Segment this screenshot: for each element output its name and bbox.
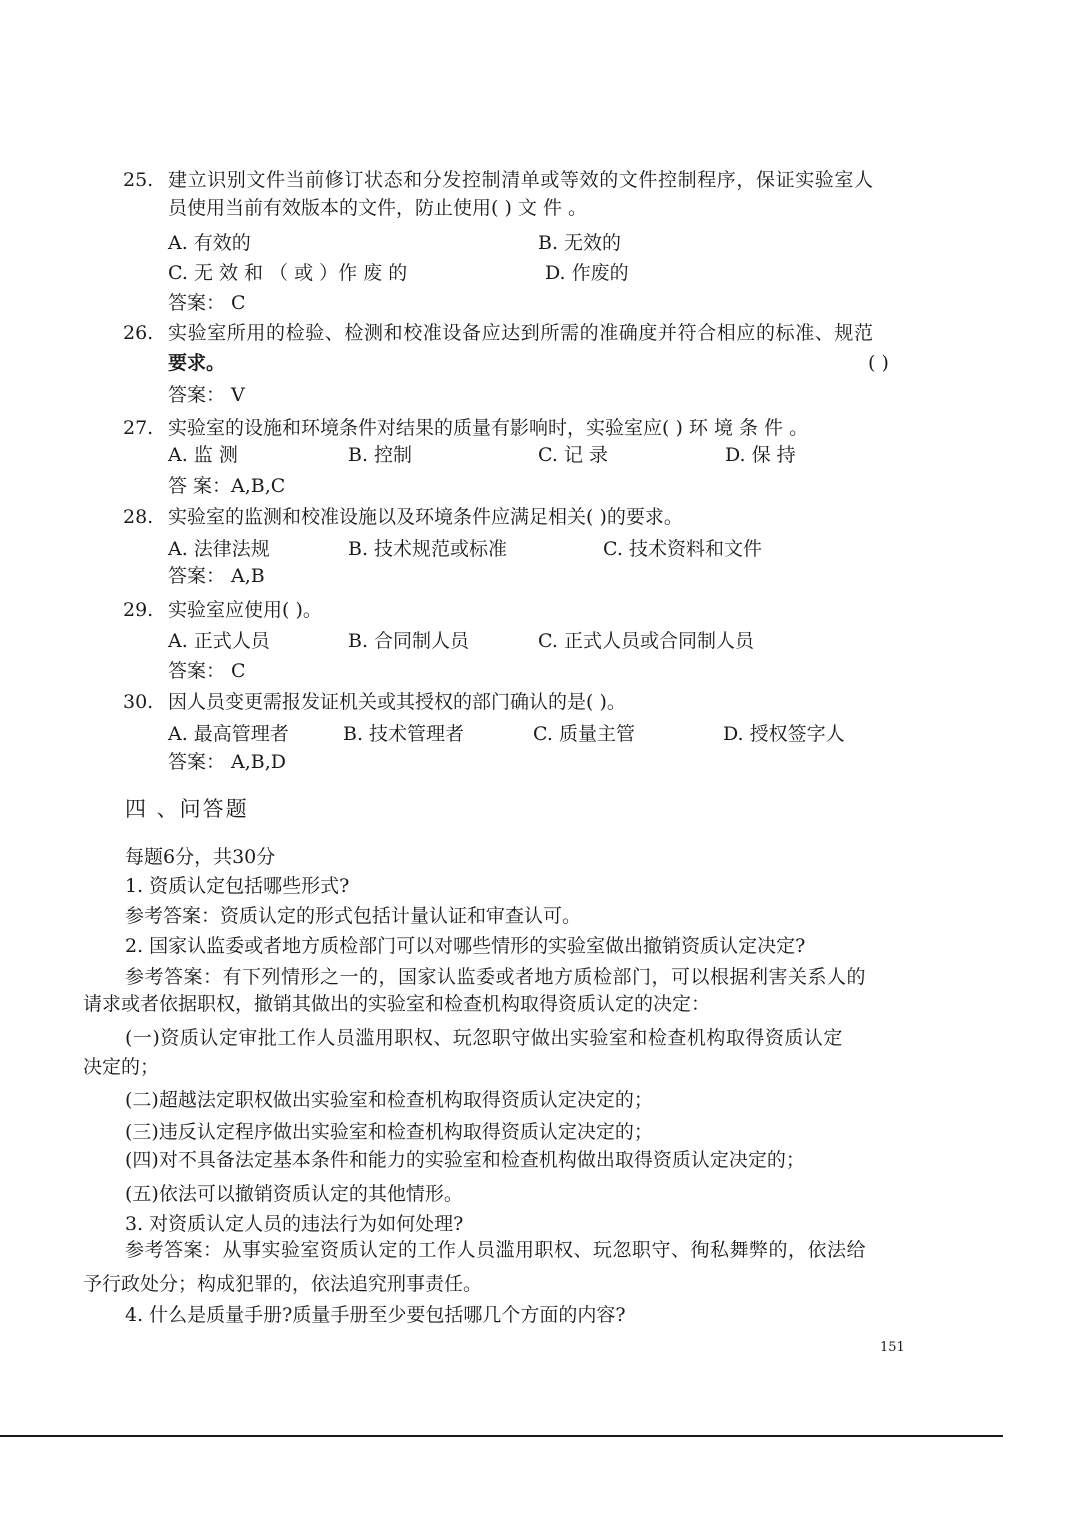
answer: 答案： A,B,D [168,751,287,773]
answer-bracket: ( ) [868,352,889,374]
qa-answer: 请求或者依据职权，撤销其做出的实验室和检查机构取得资质认定的决定： [83,993,711,1015]
option-b: B. 控制 [348,444,413,466]
qa-answer: 予行政处分；构成犯罪的，依法追究刑事责任。 [83,1273,483,1295]
answer: 答案： C [168,660,246,682]
qa-answer-item: (一)资质认定审批工作人员滥用职权、玩忽职守做出实验室和检查机构取得资质认定 [125,1027,843,1049]
question-text: 因人员变更需报发证机关或其授权的部门确认的是( )。 [168,691,626,713]
qa-answer: 参考答案：资质认定的形式包括计量认证和审查认可。 [125,905,582,927]
question-number: 26. [123,322,154,344]
question-text: 实验室应使用( )。 [168,599,322,621]
option-a: A. 法律法规 [168,538,270,560]
answer: 答 案：A,B,C [168,475,286,497]
option-a: A. 监 测 [168,444,238,466]
question-text: 实验室的监测和校准设施以及环境条件应满足相关( )的要求。 [168,506,683,528]
answer: 答案： V [168,384,245,406]
answer: 答案： A,B [168,565,265,587]
option-c: C. 正式人员或合同制人员 [538,630,754,652]
option-c: C. 无 效 和 （ 或 ）作 废 的 [168,262,408,284]
option-d: D. 保 持 [725,444,796,466]
question-text: 员使用当前有效版本的文件，防止使用( ) 文 件 。 [168,197,587,219]
qa-question: 2. 国家认监委或者地方质检部门可以对哪些情形的实验室做出撤销资质认定决定? [125,935,806,957]
question-text: 实验室的设施和环境条件对结果的质量有影响时，实验室应( ) 环 境 条 件 。 [168,417,809,439]
qa-question: 4. 什么是质量手册?质量手册至少要包括哪几个方面的内容? [125,1304,626,1326]
question-text: 要求。 [168,352,226,374]
qa-answer-item: (三)违反认定程序做出实验室和检查机构取得资质认定决定的； [125,1121,653,1143]
option-a: A. 正式人员 [168,630,270,652]
option-c: C. 技术资料和文件 [603,538,762,560]
option-b: B. 技术规范或标准 [348,538,508,560]
qa-question: 3. 对资质认定人员的违法行为如何处理? [125,1213,464,1235]
footer-rule [0,1435,1003,1437]
option-b: B. 技术管理者 [343,723,465,745]
question-number: 27. [123,417,154,439]
answer: 答案： C [168,292,246,314]
qa-answer-item: (二)超越法定职权做出实验室和检查机构取得资质认定决定的； [125,1089,653,1111]
option-d: D. 授权签字人 [723,723,845,745]
option-c: C. 质量主管 [533,723,635,745]
option-d: D. 作废的 [545,262,629,284]
option-c: C. 记 录 [538,444,608,466]
score-note: 每题6分，共30分 [125,846,276,868]
option-b: B. 无效的 [538,232,622,254]
option-a: A. 有效的 [168,232,251,254]
question-number: 28. [123,506,154,528]
question-number: 29. [123,599,154,621]
qa-question: 1. 资质认定包括哪些形式? [125,875,350,897]
qa-answer: 参考答案：从事实验室资质认定的工作人员滥用职权、玩忽职守、徇私舞弊的，依法给 [125,1239,867,1261]
qa-answer-item: 决定的； [83,1056,160,1078]
qa-answer: 参考答案：有下列情形之一的，国家认监委或者地方质检部门，可以根据利害关系人的 [125,966,867,988]
section-heading: 四 、问答题 [125,797,249,821]
question-number: 25. [123,169,154,191]
question-number: 30. [123,691,154,713]
qa-answer-item: (五)依法可以撤销资质认定的其他情形。 [125,1183,463,1205]
option-a: A. 最高管理者 [168,723,289,745]
page-number: 151 [880,1340,905,1355]
qa-answer-item: (四)对不具备法定基本条件和能力的实验室和检查机构做出取得资质认定决定的； [125,1149,805,1171]
question-text: 实验室所用的检验、检测和校准设备应达到所需的准确度并符合相应的标准、规范 [168,322,874,344]
option-b: B. 合同制人员 [348,630,470,652]
question-text: 建立识别文件当前修订状态和分发控制清单或等效的文件控制程序，保证实验室人 [168,169,874,191]
